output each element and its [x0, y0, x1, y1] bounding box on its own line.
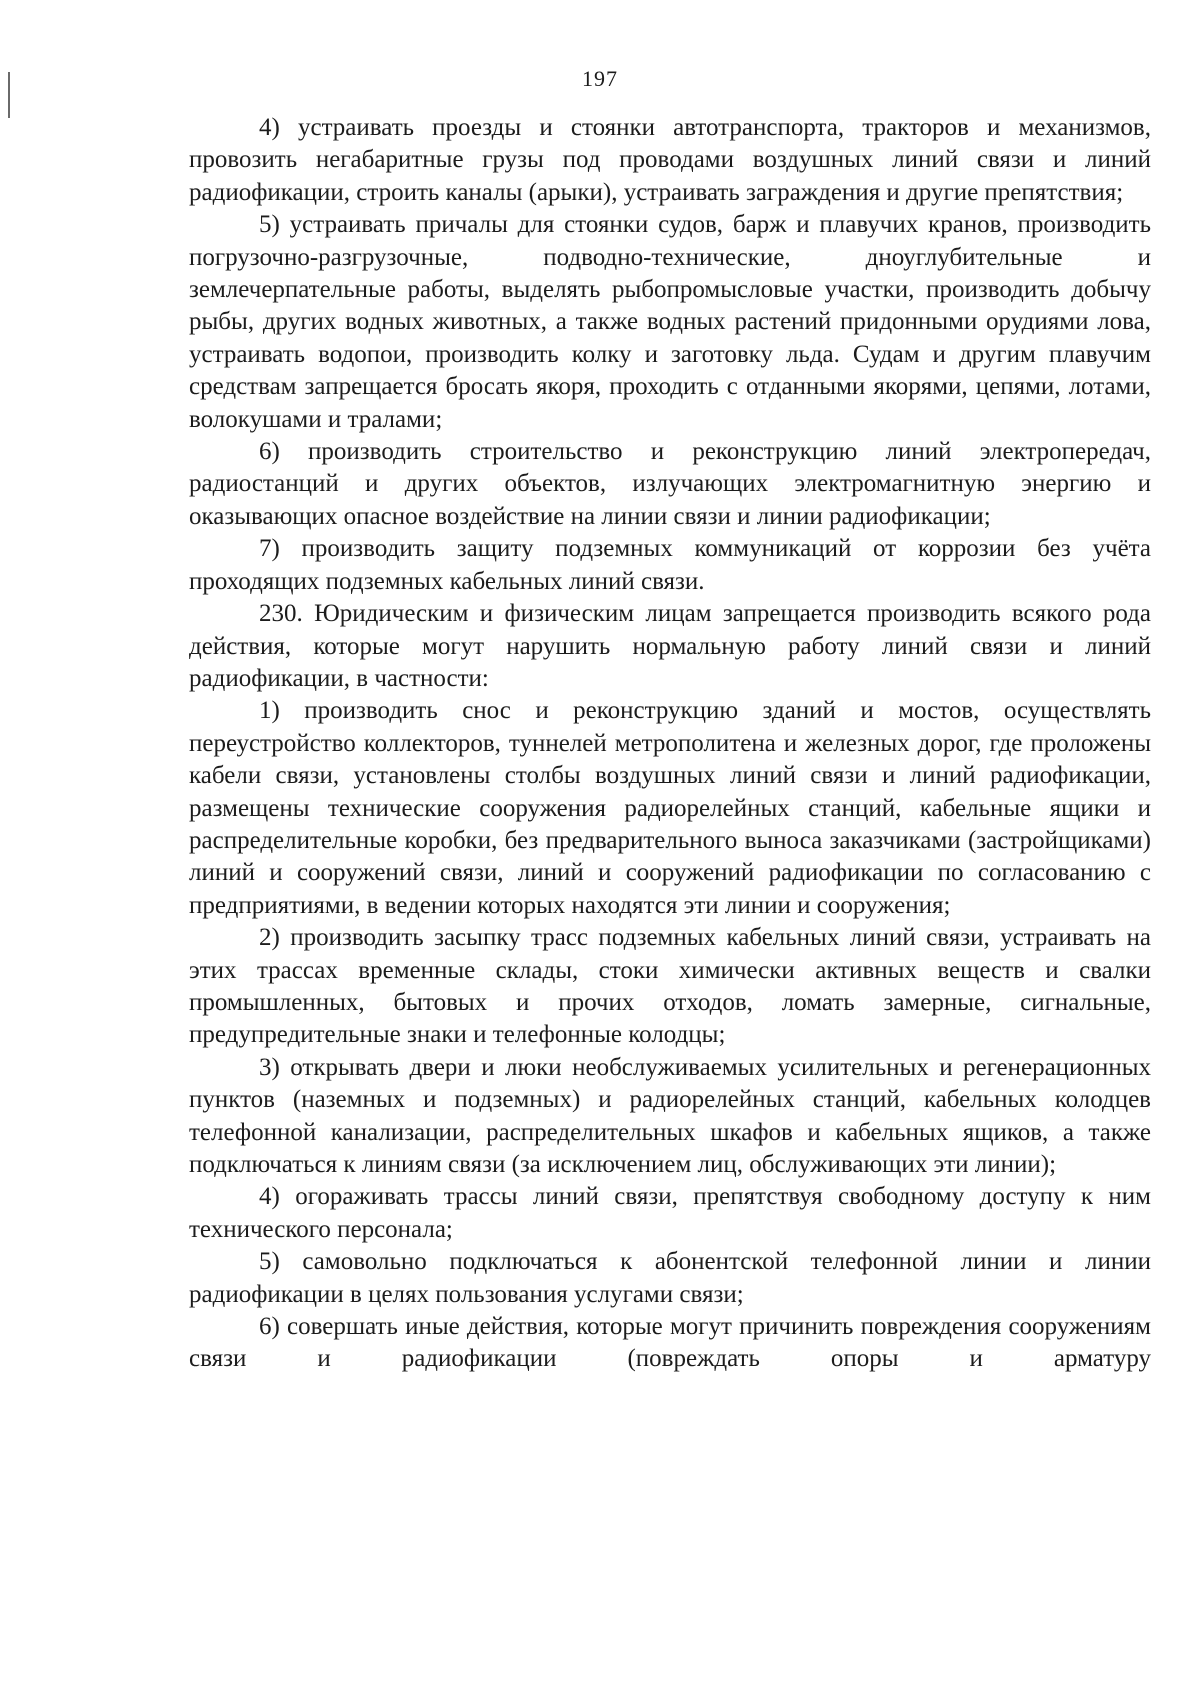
paragraph-item-2-backfill: 2) производить засыпку трасс подземных кабельных линий связи, устраивать на этих трассах временные склады, стоки химически активных веществ и свалки промышленных, бытовых и прочих отходов, ломать замерные, сигнальные, предупредительные знаки и телефонные колодцы;	[189, 924, 1151, 1049]
paragraph-clause-5-moorings: 5) устраивать причалы для стоянки судов, барж и плавучих кранов, производить погрузочно-разгрузочные, подводно-технические, дноуглубительные и землечерпательные работы, выделять рыбопромысловые участки, производить добычу рыбы, других водных животных, а также водных растений придонными орудиями лова, устраивать водопои, производить колку и заготовку льда. Судам и другим плавучим средствам запрещается бросать якоря, проходить с отданными якорями, цепями, лотами, волокушами и тралами;	[189, 211, 1151, 433]
document-body	[189, 112, 1151, 1376]
paragraph-item-5-connection: 5) самовольно подключаться к абонентской телефонной линии и линии радиофикации в целях пользования услугами связи;	[189, 1248, 1151, 1308]
paragraph-item-1-demolition: 1) производить снос и реконструкцию зданий и мостов, осуществлять переустройство коллекторов, туннелей метрополитена и железных дорог, где проложены кабели связи, установлены столбы воздушных линий связи и линий радиофикации, размещены технические сооружения радиорелейных станций, кабельные ящики и распределительные коробки, без предварительного выноса заказчиками (застройщиками) линий и сооружений связи, линий и сооружений радиофикации по согласованию с предприятиями, в ведении которых находятся эти линии и сооружения;	[189, 697, 1151, 919]
paragraph-clause-6-power-lines: 6) производить строительство и реконструкцию линий электропередач, радиостанций и других объектов, излучающих электромагнитную энергию и оказывающих опасное воздействие на линии связи и линии радиофикации;	[189, 438, 1151, 530]
paragraph-section-230: 230. Юридическим и физическим лицам запрещается производить всякого рода действия, которые могут нарушить нормальную работу линий связи и линий радиофикации, в частности:	[189, 600, 1151, 692]
paragraph-item-6-damage: 6) совершать иные действия, которые могут причинить повреждения сооружениям связи и радиофикации (повреждать опоры и арматуру	[189, 1313, 1151, 1373]
paragraph-clause-4-vehicles: 4) устраивать проезды и стоянки автотранспорта, тракторов и механизмов, провозить негабаритные грузы под проводами воздушных линий связи и линий радиофикации, строить каналы (арыки), устраивать заграждения и другие препятствия;	[189, 114, 1151, 206]
paragraph-item-4-fencing: 4) огораживать трассы линий связи, препятствуя свободному доступу к ним технического персонала;	[189, 1183, 1151, 1243]
paragraph-clause-7-corrosion: 7) производить защиту подземных коммуникаций от коррозии без учёта проходящих подземных кабельных линий связи.	[189, 535, 1151, 595]
page-number: 197	[582, 66, 618, 91]
paragraph-item-3-access: 3) открывать двери и люки необслуживаемых усилительных и регенерационных пунктов (наземных и подземных) и радиорелейных станций, кабельных колодцев телефонной канализации, распределительных шкафов и кабельных ящиков, а также подключаться к линиям связи (за исключением лиц, обслуживающих эти линии);	[189, 1053, 1151, 1178]
